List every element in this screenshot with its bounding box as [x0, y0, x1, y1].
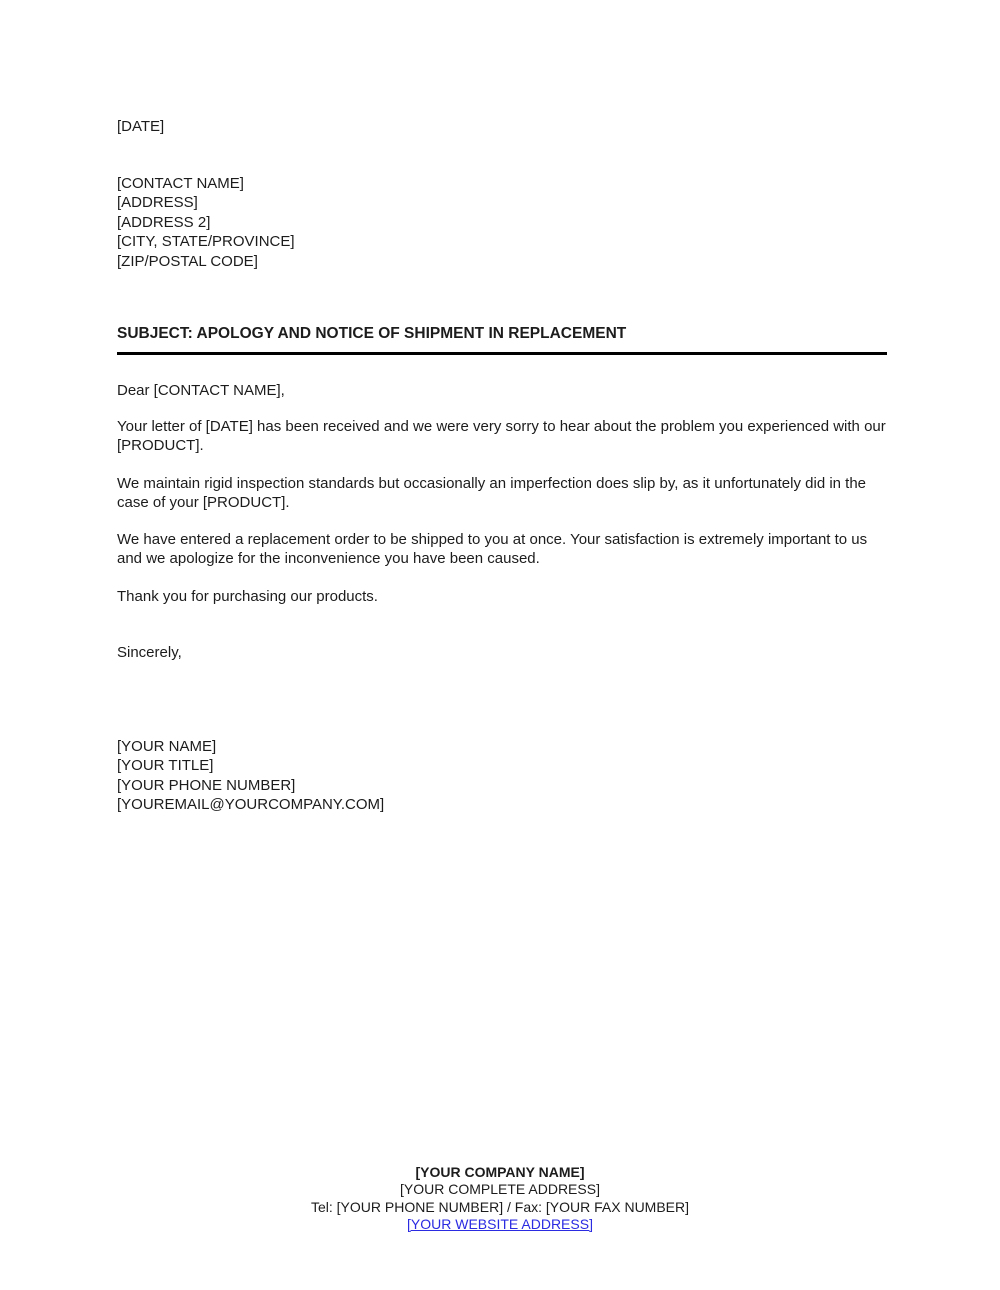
- signature-title: [YOUR TITLE]: [117, 757, 214, 775]
- recipient-contact-name: [CONTACT NAME]: [117, 175, 244, 192]
- subject-line: SUBJECT: APOLOGY AND NOTICE OF SHIPMENT IN REPLACEMENT: [117, 324, 887, 355]
- footer-website-line: [0, 1216, 1000, 1233]
- body-paragraph-1: Your letter of [DATE] has been received and we were very sorry to hear about the problem you experienced with our [PRODUCT].: [117, 418, 886, 455]
- salutation: Dear [CONTACT NAME],: [117, 382, 285, 399]
- signature-phone: [YOUR PHONE NUMBER]: [117, 776, 296, 794]
- body-paragraph-4: Thank you for purchasing our products.: [117, 588, 378, 605]
- closing-line: Sincerely,: [117, 644, 182, 661]
- website-address-link[interactable]: [YOUR WEBSITE ADDRESS]: [407, 1215, 593, 1232]
- signature-name: [YOUR NAME]: [117, 738, 217, 755]
- recipient-address-block: [117, 174, 887, 271]
- footer-company-address: [YOUR COMPLETE ADDRESS]: [400, 1181, 600, 1198]
- signature-block: [117, 737, 887, 815]
- footer-company-name: [YOUR COMPANY NAME]: [415, 1164, 585, 1180]
- footer-tel-fax: Tel: [YOUR PHONE NUMBER] / Fax: [YOUR FAX NUMBER]: [310, 1198, 690, 1215]
- body-paragraph-3: We have entered a replacement order to be shipped to you at once. Your satisfaction is extremely important to us and we apologize for the inconvenience you have been caused.: [117, 531, 868, 568]
- body-paragraph-2: We maintain rigid inspection standards but occasionally an imperfection does slip by, as it unfortunately did in the case of your [PRODUCT].: [117, 475, 867, 512]
- company-footer: [0, 1164, 1000, 1233]
- recipient-city-state: [CITY, STATE/PROVINCE]: [117, 233, 295, 251]
- recipient-address-2: [ADDRESS 2]: [117, 213, 211, 231]
- date-placeholder: [DATE]: [117, 118, 165, 135]
- signature-email: [YOUREMAIL@YOURCOMPANY.COM]: [117, 796, 385, 814]
- recipient-address-1: [ADDRESS]: [117, 194, 198, 212]
- recipient-zip-code: [ZIP/POSTAL CODE]: [117, 252, 258, 270]
